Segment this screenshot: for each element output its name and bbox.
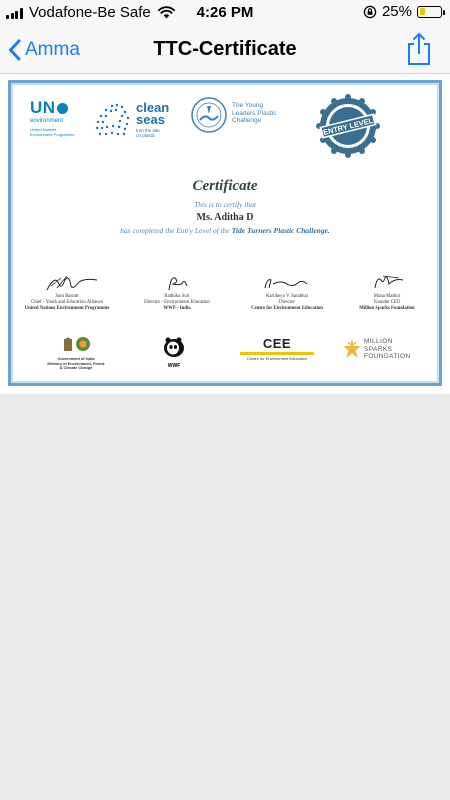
share-button[interactable] bbox=[406, 32, 432, 66]
back-button-label: Amma bbox=[25, 39, 80, 60]
signature-icon bbox=[247, 272, 327, 294]
signer-wwf: Radhika Suri Director - Environment Education WWF - India bbox=[122, 272, 232, 312]
orientation-lock-icon bbox=[363, 5, 377, 19]
government-of-india-logo: Government of India Ministry of Environment, Forest & Climate Change bbox=[46, 336, 106, 371]
emblem-icon bbox=[61, 336, 91, 352]
un-environment-logo: UN environment United Nations Environment Programme bbox=[30, 98, 75, 137]
battery-icon bbox=[417, 6, 442, 18]
signer-msf: Mona Mathur Founder CEO Million Sparks Foundation bbox=[332, 272, 442, 312]
signature-icon bbox=[347, 272, 427, 294]
svg-text:ENTRY LEVEL: ENTRY LEVEL bbox=[322, 115, 375, 138]
tide-turners-seal-icon bbox=[190, 96, 228, 134]
page-title: TTC-Certificate bbox=[153, 38, 297, 60]
cee-logo: CEE Centre for Environment Education bbox=[240, 336, 314, 361]
completion-line: has completed the Entry Level of the Tide Turners Plastic Challenge. bbox=[120, 226, 330, 235]
clock: 4:26 PM bbox=[196, 4, 254, 21]
certify-line: This is to certify that bbox=[193, 200, 257, 209]
recipient-name: Ms. Aditha D bbox=[196, 212, 254, 223]
wave-icon bbox=[92, 100, 134, 140]
panda-icon bbox=[162, 336, 186, 358]
wwf-logo: WWF bbox=[162, 336, 186, 369]
certificate-image bbox=[0, 74, 450, 394]
carrier-name: Vodafone-Be Safe bbox=[29, 4, 151, 21]
badge-seal-icon bbox=[316, 94, 380, 158]
million-sparks-foundation-logo: MILLION SPARKS FOUNDATION bbox=[342, 336, 432, 366]
signature-icon bbox=[27, 272, 107, 294]
sparks-star-icon bbox=[342, 338, 362, 360]
share-icon bbox=[406, 32, 432, 66]
clean-seas-logo: clean seas turn the tide on plastic bbox=[92, 100, 182, 140]
signer-unep: Sam Barratt Chief - Youth and Education Alliance United Nations Environment Programme bbox=[12, 272, 122, 312]
battery-percent: 25% bbox=[381, 3, 412, 20]
entry-level-badge bbox=[316, 94, 380, 158]
certificate-title: Certificate bbox=[192, 178, 258, 194]
young-leaders-plastic-challenge-logo: The Young Leaders Plastic Challenge bbox=[190, 96, 280, 136]
status-bar bbox=[0, 0, 450, 26]
signer-cee: Kartikeya V. Sarabhai Director Centre for Environment Education bbox=[232, 272, 342, 312]
signature-icon bbox=[137, 272, 217, 294]
navigation-bar bbox=[0, 26, 450, 74]
